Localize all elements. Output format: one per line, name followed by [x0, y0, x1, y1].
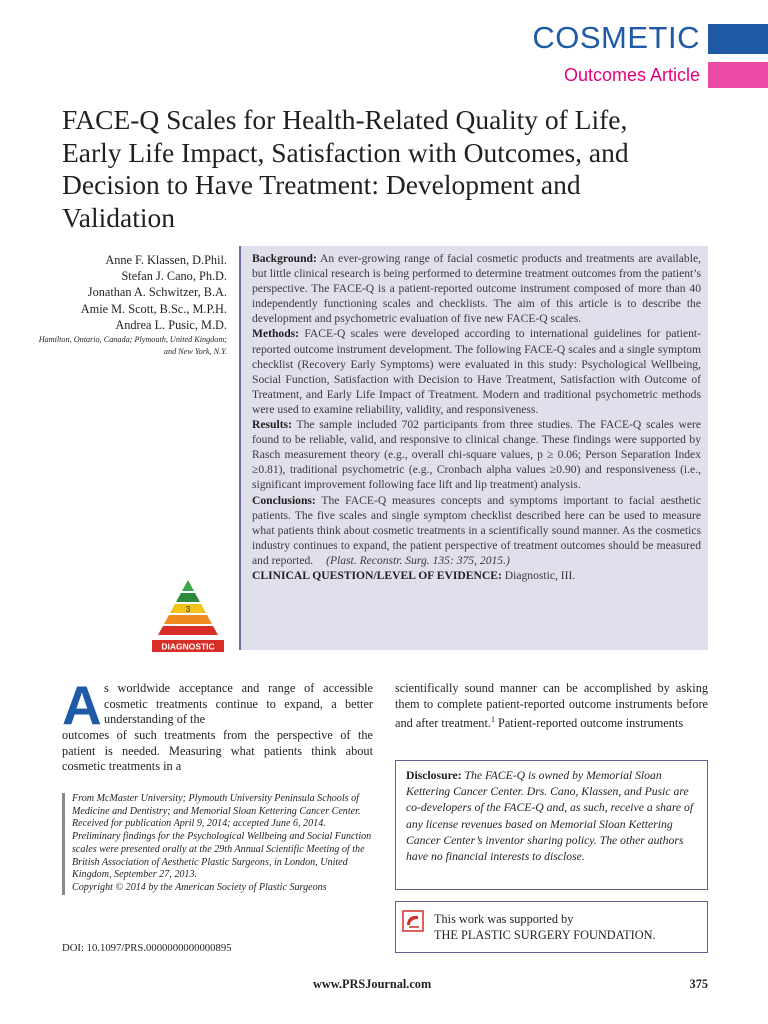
body-paragraph-start: s worldwide acceptance and range of accessible cosmetic treatments continue to expand, a better understanding of the	[104, 681, 373, 727]
body-paragraph-continued: outcomes of such treatments from the perspective of the patient is needed. Measuring what patients think about cosmetic treatments in a	[62, 728, 373, 774]
doi: DOI: 10.1097/PRS.0000000000000895	[62, 942, 232, 954]
drop-cap: A	[62, 674, 102, 736]
funding-statement: This work was supported by	[434, 912, 574, 926]
evidence-level: 3	[185, 605, 191, 614]
brand-color-bar	[708, 24, 768, 54]
foundation-logo-icon	[402, 910, 424, 932]
journal-section-brand: COSMETIC	[532, 20, 700, 55]
article-footnote	[62, 793, 373, 895]
abstract-methods: Methods: FACE-Q scales were developed according to international guidelines for patient-reported outcome instrument development. The following FACE-Q scales and a single symptom checklist (Recovery Early Symptoms) were evaluated in this study: Psychological Wellbeing, Social Function, Satisfaction with Decision to Have Treatment, Satisfaction with Outcome of Treatment, and Early Life Impact of Treatment. Modern and traditional psychometric methods were used to examine reliability, validity, and responsiveness.	[252, 327, 701, 416]
author-name: Jonathan A. Schwitzer, B.A.	[87, 285, 227, 300]
abstract-results: Results: The sample included 702 participants from three studies. The FACE-Q scales were found to be reliable, valid, and responsive to clinical change. These findings were supported by Rasch measurement theory (e.g., overall chi-square values, p ≥ 0.06; Person Separation Index ≥0.81), traditional psychometric (e.g., Cronbach alpha values ≥0.90) and responsiveness (i.e., significant improvement following face lift and lip treatment) analysis.	[252, 418, 701, 492]
citation: (Plast. Reconstr. Surg. 135: 375, 2015.)	[326, 553, 510, 567]
author-locations: Hamilton, Ontario, Canada; Plymouth, United Kingdom; and New York, N.Y.	[38, 335, 227, 356]
abstract-box	[239, 246, 708, 650]
reference-superscript: 1	[490, 715, 495, 725]
journal-url[interactable]: www.PRSJournal.com	[313, 977, 432, 991]
article-type-color-bar	[708, 62, 768, 88]
footnote-copyright: Copyright © 2014 by the American Society of Plastic Surgeons	[72, 881, 327, 893]
disclosure-label: Disclosure:	[406, 769, 462, 782]
author-name: Andrea L. Pusic, M.D.	[115, 317, 227, 332]
author-name: Amie M. Scott, B.Sc., M.P.H.	[80, 301, 227, 316]
funding-box	[395, 901, 708, 953]
article-title: FACE-Q Scales for Health-Related Quality of Life, Early Life Impact, Satisfaction with Outcomes, and Decision to Have Treatment: Development and Validation	[62, 104, 629, 233]
evidence-type-label: DIAGNOSTIC	[161, 641, 215, 652]
evidence-pyramid-icon	[150, 578, 226, 654]
abstract-level-of-evidence: CLINICAL QUESTION/LEVEL OF EVIDENCE: Diagnostic, III.	[252, 568, 576, 582]
author-list	[40, 252, 227, 333]
body-paragraph-column2: scientifically sound manner can be accomplished by asking them to complete patient-reported outcome instruments before and after treatment.$^1$ Patient-reported outcome instruments	[395, 681, 708, 731]
footnote-presentation: Preliminary findings for the Psychological Wellbeing and Social Function scales were presented orally at the 29th Annual Scientific Meeting of the British Association of Aesthetic Plastic Surgeons, in London, United Kingdom, September 27, 2013.	[72, 831, 372, 881]
author-name: Anne F. Klassen, D.Phil.	[105, 253, 227, 267]
page-number: 375	[689, 977, 708, 991]
funding-organization: THE PLASTIC SURGERY FOUNDATION.	[434, 928, 656, 942]
abstract-conclusions: Conclusions: The FACE-Q measures concepts and symptoms important to facial aesthetic patients. The five scales and single symptom checklist described here can be used to measure what patients think about cosmetic treatments in a scientifically sound manner. As the cosmetics industry continues to expand, the patient perspective of treatment outcomes should be measured and reported. (Plast. Reconstr. Surg. 135: 375, 2015.)	[252, 493, 701, 567]
article-type-label: Outcomes Article	[563, 65, 700, 85]
disclosure-box	[395, 760, 708, 890]
disclosure-text: The FACE-Q is owned by Memorial Sloan Kettering Cancer Center. Drs. Cano, Klassen, and Pusic are co-developers of the FACE-Q and, as such, receive a share of any license revenues based on Memorial Sloan Kettering Cancer Center’s inventor sharing policy. The other authors have no financial interests to disclose.	[406, 769, 694, 864]
footnote-institutions: From McMaster University; Plymouth University Peninsula Schools of Medicine and Dentistry; and Memorial Sloan Kettering Cancer Center.	[72, 793, 361, 817]
abstract-background: Background: An ever-growing range of facial cosmetic products and treatments are available, but little clinical research is being performed to determine treatment outcomes from the patient’s perspective. The FACE-Q is a patient-reported outcome instrument composed of more than 40 independently functioning scales and checklists. The aim of this article is to describe the development and psychometric evaluation of five new FACE-Q scales.	[252, 252, 701, 326]
footnote-dates: Received for publication April 9, 2014; accepted June 6, 2014.	[72, 818, 326, 830]
author-name: Stefan J. Cano, Ph.D.	[121, 269, 227, 284]
